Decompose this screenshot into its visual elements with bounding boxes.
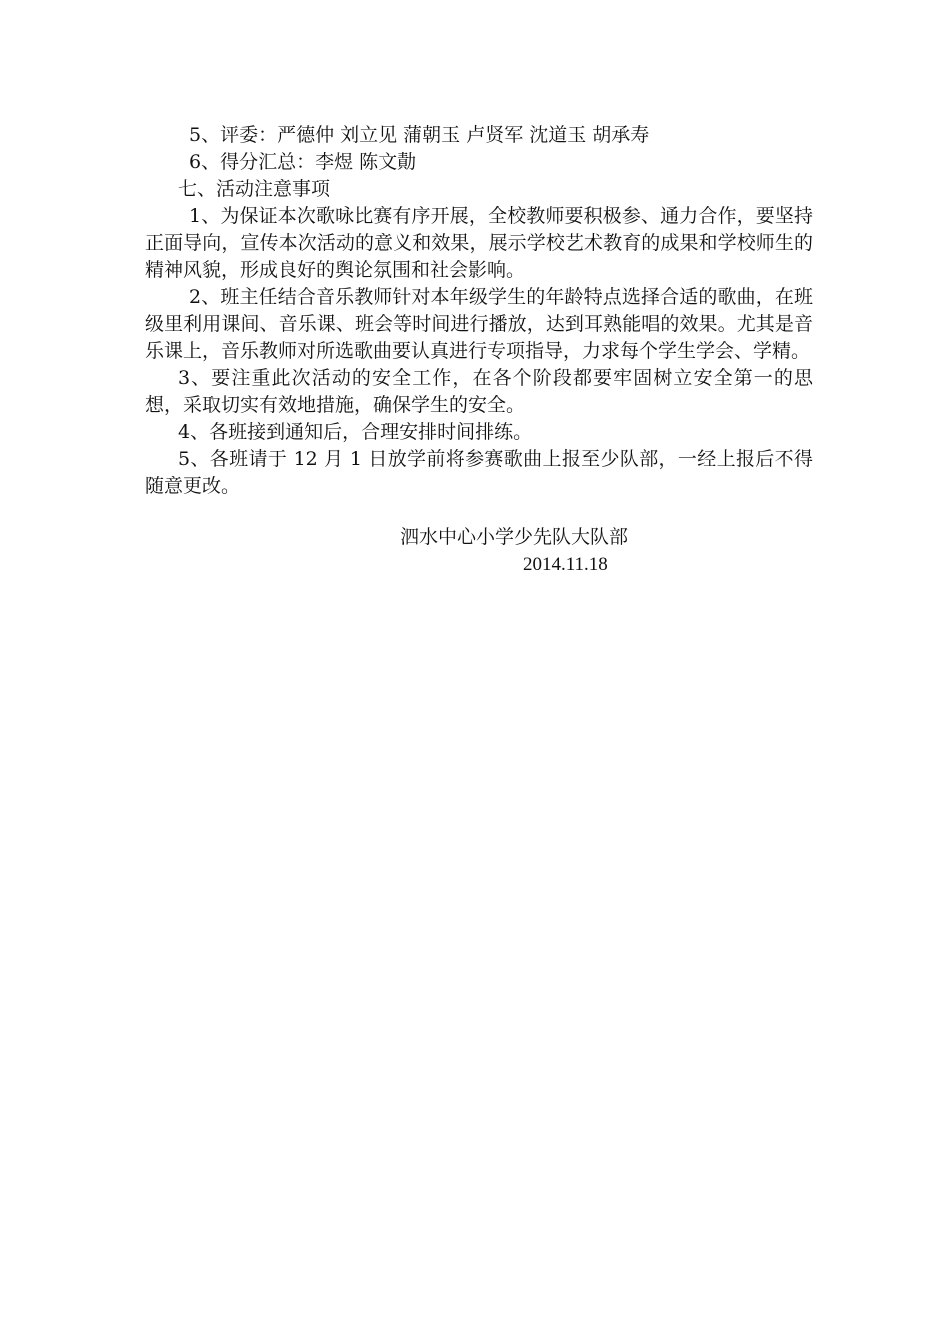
notice-paragraph-3: 3、要注重此次活动的安全工作，在各个阶段都要牢固树立安全第一的思想，采取切实有效地措施，确保学生的安全。 — [145, 367, 813, 416]
notice-paragraph-4: 4、各班接到通知后，合理安排时间排练。 — [178, 421, 533, 443]
judges-line: 5、评委：严德仲 刘立见 蒲朝玉 卢贤军 沈道玉 胡承寿 — [189, 124, 650, 146]
document-body — [145, 122, 813, 500]
scoring-summary-line: 6、得分汇总：李煜 陈文勣 — [189, 151, 417, 173]
signature-organization: 泗水中心小学少先队大队部 — [400, 526, 629, 548]
signature-date: 2014.11.18 — [523, 554, 608, 575]
signature-block — [400, 524, 628, 578]
notice-paragraph-5: 5、各班请于 12 月 1 日放学前将参赛歌曲上报至少队部，一经上报后不得随意更改。 — [145, 448, 813, 497]
notice-paragraph-2: 2、班主任结合音乐教师针对本年级学生的年龄特点选择合适的歌曲，在班级里利用课间、音乐课、班会等时间进行播放，达到耳熟能唱的效果。尤其是音乐课上，音乐教师对所选歌曲要认真进行专项指导，力求每个学生学会、学精。 — [145, 286, 813, 362]
notice-paragraph-1: 1、为保证本次歌咏比赛有序开展，全校教师要积极参、通力合作，要坚持正面导向，宣传本次活动的意义和效果，展示学校艺术教育的成果和学校师生的精神风貌，形成良好的舆论氛围和社会影响。 — [145, 205, 813, 281]
section-title: 七、活动注意事项 — [178, 178, 331, 200]
